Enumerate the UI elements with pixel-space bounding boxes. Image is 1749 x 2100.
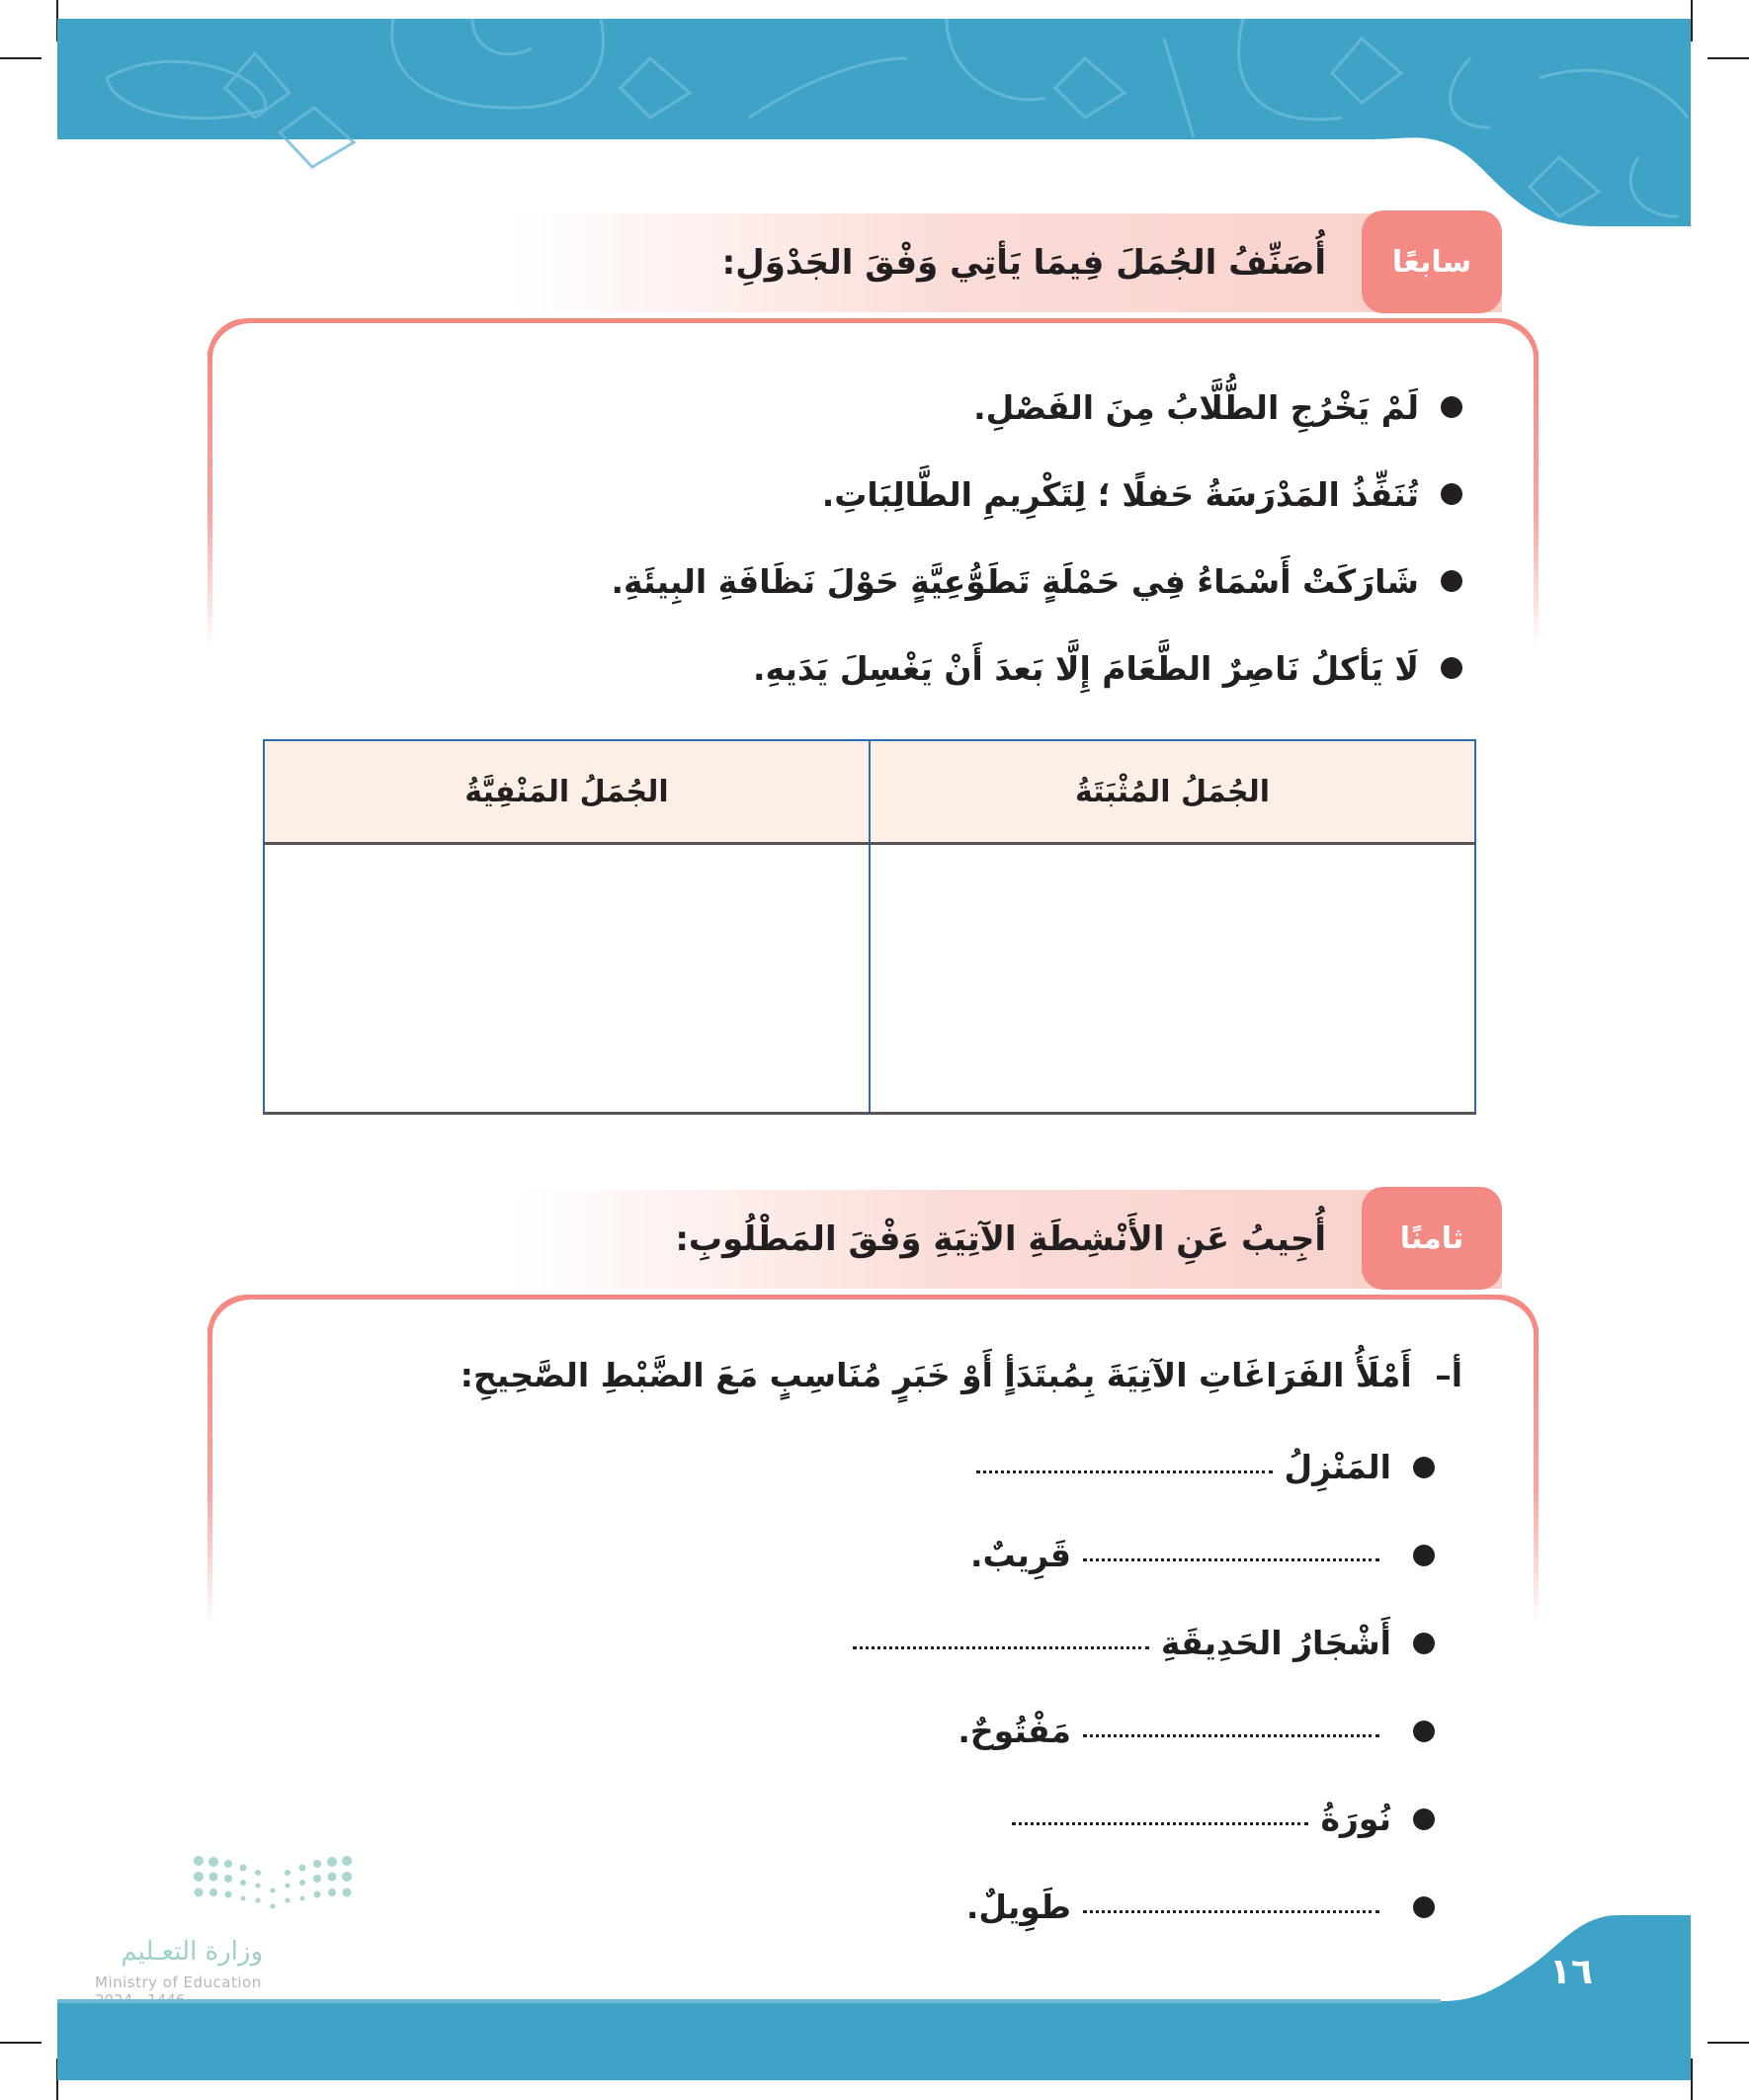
given-word: طَوِيلٌ.	[965, 1888, 1071, 1926]
bullet-icon	[1413, 1808, 1435, 1830]
sentence-list	[612, 364, 1463, 712]
box-corner	[208, 318, 252, 363]
sentence-text: لَمْ يَخْرُجِ الطُّلَّابُ مِنَ الفَصْلِ.	[973, 387, 1419, 427]
blank-field[interactable]	[853, 1646, 1149, 1649]
blank-field[interactable]	[976, 1470, 1273, 1473]
bottom-banner	[57, 1907, 1749, 2080]
blank-field[interactable]	[1083, 1734, 1379, 1737]
logo-arabic-text: وزارة التعـليم	[121, 1937, 263, 1967]
bullet-icon	[1441, 396, 1462, 418]
section-8-header	[514, 1190, 1502, 1289]
instruction-label: أ–	[1435, 1356, 1462, 1394]
bullet-icon	[1413, 1545, 1435, 1566]
section-7-header	[514, 213, 1502, 312]
given-word: نُورَةُ	[1320, 1800, 1391, 1838]
given-word: مَفْتُوحٌ.	[958, 1712, 1071, 1750]
table-row	[264, 844, 1475, 1114]
blank-field[interactable]	[1012, 1822, 1308, 1825]
fill-blank-item	[841, 1599, 1435, 1687]
fill-blank-list	[841, 1423, 1435, 1951]
negative-answer-cell[interactable]	[264, 844, 870, 1114]
fill-blank-item	[841, 1511, 1435, 1599]
fill-blank-item	[841, 1687, 1435, 1775]
table-header-negative: الجُمَلُ المَنْفِيَّةُ	[264, 740, 870, 844]
fill-blank-item	[841, 1775, 1435, 1863]
sentence-item	[612, 451, 1463, 538]
bullet-icon	[1413, 1633, 1435, 1654]
sentence-item	[612, 364, 1463, 451]
table-header-row	[264, 740, 1475, 844]
given-word: أَشْجَارُ الحَدِيقَةِ	[1160, 1624, 1391, 1662]
section-title: أُصَنِّفُ الجُمَلَ فِيمَا يَأتِي وَفْقَ الجَدْوَلِ:	[721, 243, 1326, 283]
section-title: أُجِيبُ عَنِ الأَنْشِطَةِ الآتِيَةِ وَفْقَ المَطْلُوبِ:	[675, 1219, 1326, 1259]
bullet-icon	[1441, 657, 1462, 679]
box-corner	[1494, 1295, 1539, 1339]
box-corner	[208, 1295, 252, 1339]
section-badge: سابعًا	[1362, 210, 1502, 313]
classification-table	[263, 739, 1476, 1115]
crop-mark	[0, 2042, 42, 2044]
table-header-affirmative: الجُمَلُ المُثْبَتَةُ	[870, 740, 1475, 844]
sentence-text: تُنَفِّذُ المَدْرَسَةُ حَفلًا ؛ لِتَكْرِيمِ الطَّالِبَاتِ.	[821, 474, 1419, 514]
bullet-icon	[1413, 1457, 1435, 1478]
instruction	[460, 1356, 1462, 1394]
given-word: المَنْزِلُ	[1284, 1448, 1391, 1486]
logo-dots-icon	[189, 1853, 357, 1912]
bullet-icon	[1441, 483, 1462, 505]
box-corner	[1494, 318, 1539, 363]
instruction-text: أَمْلَأُ الفَرَاغَاتِ الآتِيَةَ بِمُبتَدَأٍ أَوْ خَبَرٍ مُنَاسِبٍ مَعَ الضَّبْطِ الصَّحِيحِ:	[459, 1356, 1412, 1394]
affirmative-answer-cell[interactable]	[870, 844, 1475, 1114]
blank-field[interactable]	[1083, 1558, 1379, 1561]
bullet-icon	[1441, 570, 1462, 592]
bullet-icon	[1413, 1721, 1435, 1742]
sentence-item	[612, 538, 1463, 625]
crop-mark	[0, 57, 42, 59]
sentence-text: لَا يَأكلُ نَاصِرٌ الطَّعَامَ إِلَّا بَعدَ أَنْ يَغْسِلَ يَدَيهِ.	[752, 648, 1419, 688]
page-number: ١٦	[1549, 1952, 1593, 1992]
top-banner	[57, 19, 1749, 236]
sentence-item	[612, 625, 1463, 712]
logo-english-text: Ministry of Education	[95, 1974, 262, 1991]
fill-blank-item	[841, 1423, 1435, 1511]
sentence-text: شَارَكَتْ أَسْمَاءُ فِي حَمْلَةٍ تَطَوُّعِيَّةٍ حَوْلَ نَظَافَةِ البِيئَةِ.	[611, 561, 1419, 601]
given-word: قَرِيبٌ.	[970, 1536, 1071, 1574]
section-badge: ثامنًا	[1362, 1187, 1502, 1290]
